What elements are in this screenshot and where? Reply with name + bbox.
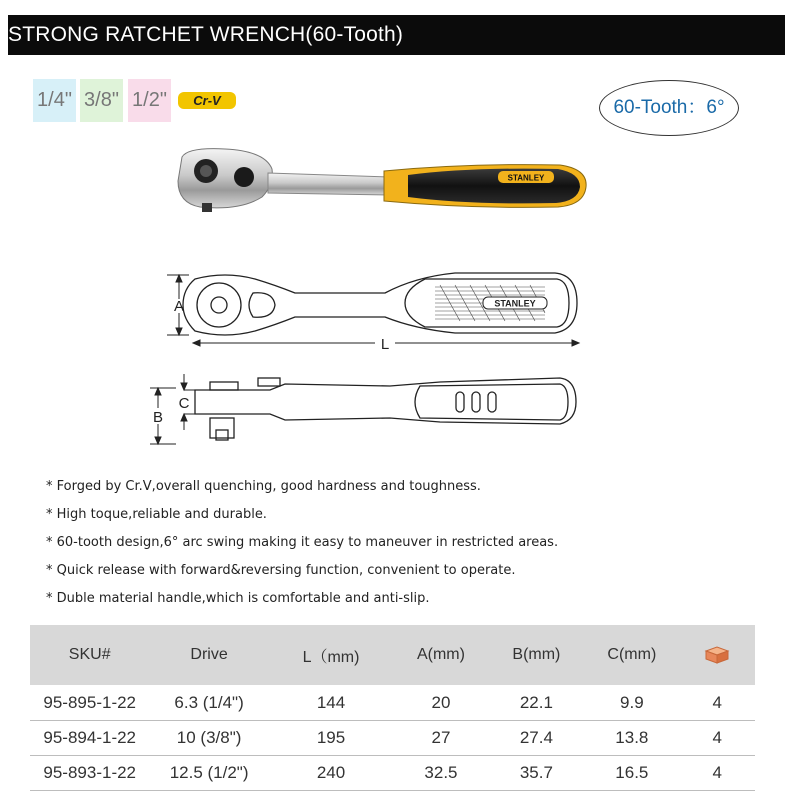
side-view-drawing — [140, 368, 590, 453]
cell-quantity: 4 — [680, 685, 755, 721]
cell-drive: 10 (3/8") — [149, 721, 268, 756]
wrench-shaft — [268, 173, 392, 195]
dimension-b-label: B — [152, 409, 164, 426]
feature-item: * 60-tooth design,6° arc swing making it easy to maneuver in restricted areas. — [46, 535, 559, 550]
feature-item: * Forged by Cr.V,overall quenching, good hardness and toughness. — [46, 479, 481, 494]
feature-item: * High toque,reliable and durable. — [46, 507, 267, 522]
table-row — [30, 721, 755, 756]
cell-length: 144 — [269, 685, 393, 721]
box-icon — [704, 645, 730, 665]
drive-size-chip: 1/4" — [33, 79, 76, 122]
brand-label: STANLEY — [494, 298, 536, 309]
cell-a: 27 — [393, 721, 488, 756]
page-title: STRONG RATCHET WRENCH(60-Tooth) — [8, 15, 785, 55]
feature-item: * Duble material handle,which is comfortable and anti-slip. — [46, 591, 430, 606]
spec-table — [30, 625, 755, 791]
dimension-a-label: A — [173, 298, 185, 315]
cell-quantity: 4 — [680, 756, 755, 791]
cell-drive: 6.3 (1/4") — [149, 685, 268, 721]
drive-size-chip: 1/2" — [128, 79, 171, 122]
cell-a: 20 — [393, 685, 488, 721]
cell-sku: 95-893-1-22 — [30, 756, 149, 791]
header-drive: Drive — [149, 625, 268, 685]
table-row — [30, 756, 755, 791]
cell-b: 22.1 — [489, 685, 584, 721]
table-row — [30, 685, 755, 721]
top-view-drawing — [165, 265, 590, 355]
material-badge: Cr-V — [178, 92, 236, 109]
wrench-handle — [384, 165, 586, 208]
header-quantity — [680, 625, 755, 685]
cell-c: 16.5 — [584, 756, 679, 791]
cell-a: 32.5 — [393, 756, 488, 791]
dimension-l-label: L — [380, 336, 390, 353]
cell-b: 27.4 — [489, 721, 584, 756]
header-b: B(mm) — [489, 625, 584, 685]
feature-list — [46, 478, 766, 618]
cell-c: 13.8 — [584, 721, 679, 756]
tooth-spec-badge: 60-Tooth：6° — [599, 80, 739, 136]
cell-b: 35.7 — [489, 756, 584, 791]
cell-sku: 95-894-1-22 — [30, 721, 149, 756]
cell-quantity: 4 — [680, 721, 755, 756]
cell-length: 240 — [269, 756, 393, 791]
header-c: C(mm) — [584, 625, 679, 685]
feature-item: * Quick release with forward&reversing function, convenient to operate. — [46, 563, 516, 578]
drive-size-chip: 3/8" — [80, 79, 123, 122]
cell-c: 9.9 — [584, 685, 679, 721]
header-sku: SKU# — [30, 625, 149, 685]
cell-length: 195 — [269, 721, 393, 756]
cell-drive: 12.5 (1/2") — [149, 756, 268, 791]
wrench-head — [178, 149, 272, 212]
cell-sku: 95-895-1-22 — [30, 685, 149, 721]
brand-label: STANLEY — [507, 173, 545, 183]
dimension-c-label: C — [178, 395, 190, 412]
header-a: A(mm) — [393, 625, 488, 685]
table-header-row — [30, 625, 755, 685]
product-photo — [170, 145, 595, 225]
header-length: L（mm) — [269, 625, 393, 685]
